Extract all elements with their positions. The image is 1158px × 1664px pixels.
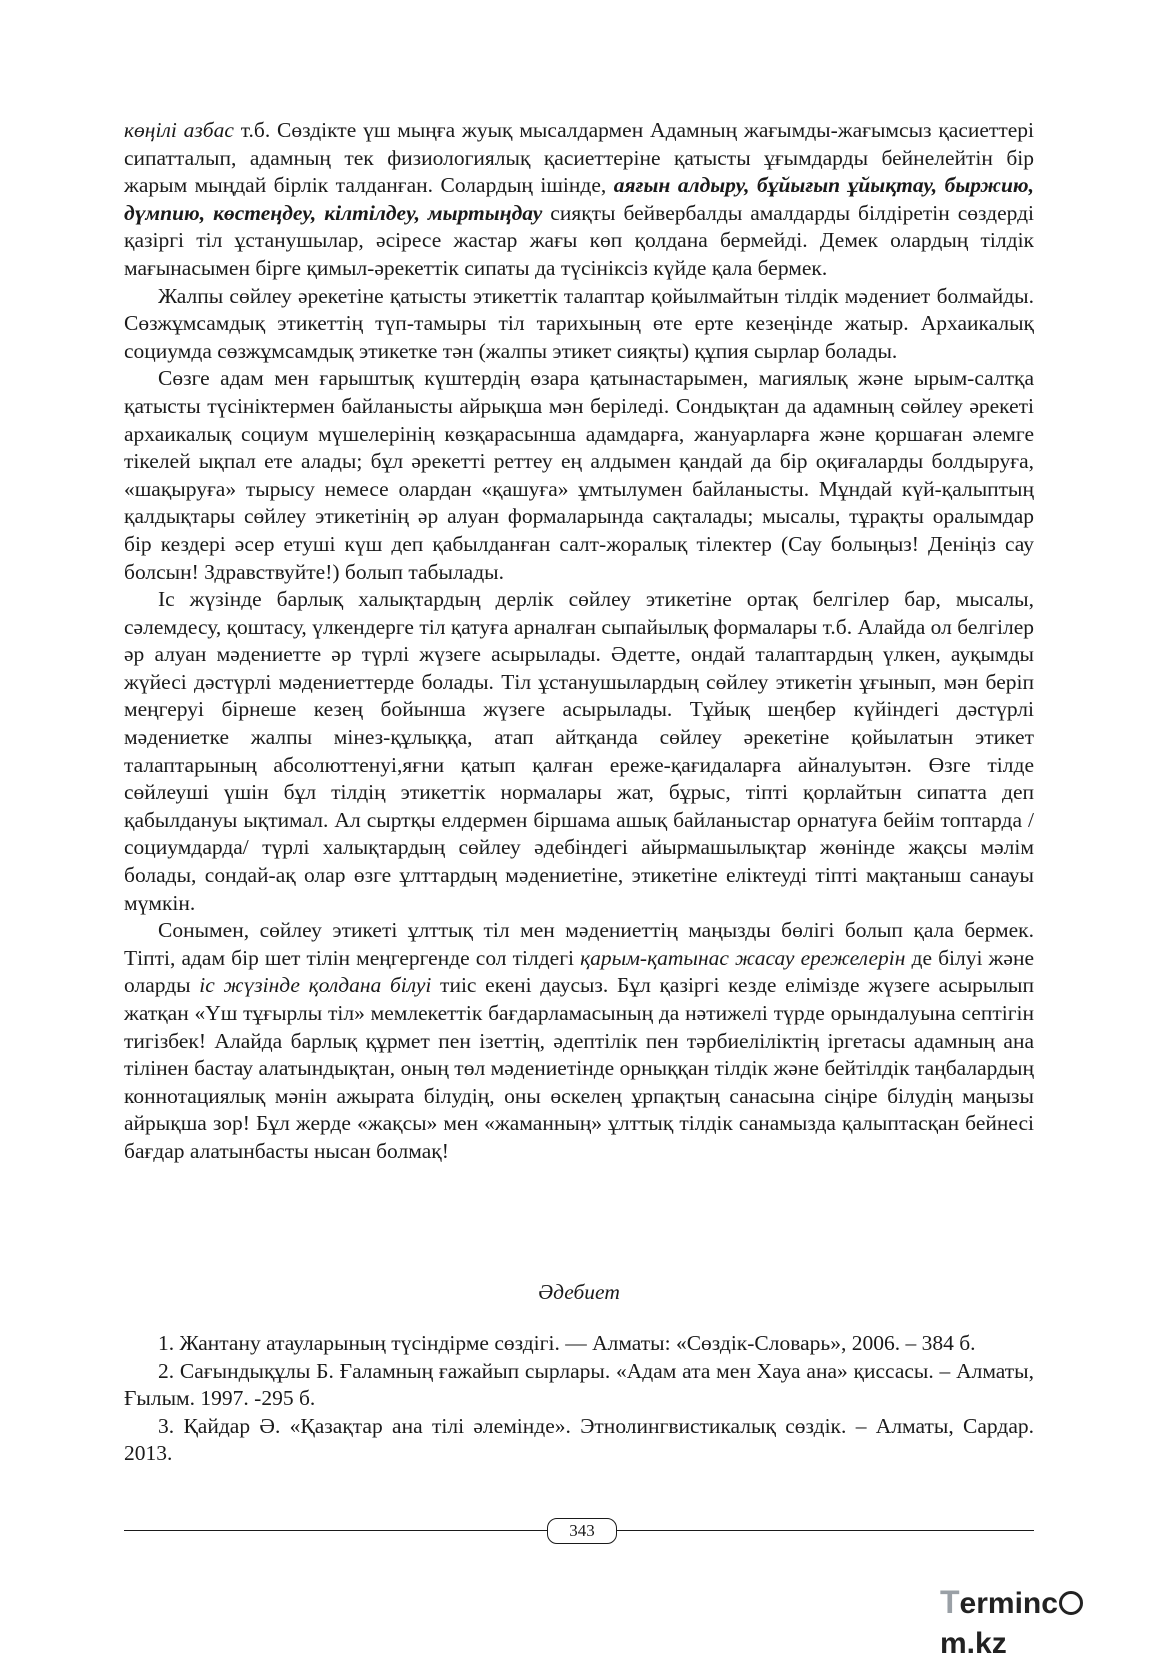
paragraph-5: Сонымен, сөйлеу этикеті ұлттық тіл мен мәдениеттің маңызды бөлігі болып қала бермек. Тіпті, адам бір шет тілін меңгергенде сол тілдегі қарым-қатынас жасау ережелерін де білуі және оларды іс жүзінде қолдана білуі тиіс екені даусыз. Бұл қазіргі кезде елімізде жүзеге асырылып жатқан «Үш тұғырлы тіл» мемлекеттік бағдарламасының да нәтижелі түрде орындалуына септігін тигізбек! Алайда барлық құрмет пен ізеттің, әдептілік пен тәрбиеліліктің іргетасы адамның ана тілінен бастау алатындықтан, оның төл мәдениетінде орныққан тілдік және бейтілдік таңбалардың коннотациялық мәнін ажырата білудің, оны өскелең ұрпақтың санасына сіңіре білудің маңызы айрықша зор! Бұл жерде «жақсы» мен «жаманның» ұлттық тілдік санамызда қалыптасқан бейнесі бағдар алатынбасты нысан болмақ!: [124, 918, 1035, 1163]
italic-phrase: көңілі азбас: [124, 118, 234, 142]
reference-item: 2. Сағындықұлы Б. Ғаламның ғажайып сырлары. «Адам ата мен Хауа ана» қиссасы. – Алматы, Ғылым. 1997. -295 б.: [124, 1358, 1034, 1411]
paragraph-2: Жалпы сөйлеу әрекетіне қатысты этикеттік талаптар қойылмайтын тілдік мәдениет болмайды. Сөзжұмсамдық этикеттің түп-тамыры тіл тарихының өте ерте кезеңінде жатыр. Архаикалық социумда сөзжұмсамдық этикетке тән (жалпы этикет сияқты) құпия сырлар болады.: [124, 283, 1034, 363]
paragraph-4: Іс жүзінде барлық халықтардың дерлік сөйлеу этикетіне ортақ белгілер бар, мысалы, сәлемдесу, қоштасу, үлкендерге тіл қатуға арналған сыпайылық формалары т.б. Алайда ол белгілер әр алуан мәдениетте әр түрлі жүзеге асырылады. Әдетте, ондай талаптардың үлкен, ауқымды жүйесі дәстүрлі мәдениеттерде болады. Тіл ұстанушылардың сөйлеу этикетін ұғынып, мән беріп меңгеруі бірнеше кезең бойынша жүзеге асырылады. Тұйық шеңбер күйіндегі дәстүрлі мәдениетке жалпы мінез-құлыққа, атап айтқанда сөйлеу әрекетіне қойылатын этикет талаптарының абсолюттенуі,яғни қатып қалған ереже-қағидаларға айналуытән. Өзге тілде сөйлеуші үшін бұл тілдің этикеттік нормалары жат, бұрыс, тіпті қорлайтын сипатта деп қабылдануы ықтимал. Ал сыртқы елдермен біршама ашық байланыстар орнатуға бейім топтарда /социумдарда/ түрлі халықтардың сөйлеу әдебіндегі айырмашылықтар жөнінде жақсы мәлім болады, сондай-ақ олар өзге ұлттардың мәдениетіне, этикетіне еліктеуді тіпті мақтаныш санауы мүмкін.: [124, 587, 1034, 915]
paragraph-1: көңілі азбас т.б. Сөздікте үш мыңға жуық мысалдармен Адамның жағымды-жағымсыз қасиеттері сипатталып, адамның тек физиологиялық қасиеттеріне қатысты ұғымдарды бейнелейтін бір жарым мыңдай бірлік талданған. Солардың ішінде, аяғын алдыру, бұйығып ұйықтау, быржию, дүмпию, көстеңдеу, кілтілдеу, мыртыңдау сияқты бейвербалды амалдарды білдіретін сөздерді қазіргі тіл ұстанушылар, әсіресе жастар жағы көп қолдана бермейді. Демек олардың тілдік мағынасымен бірге қимыл-әрекеттік сипаты да түсініксіз күйде қала бермек.: [124, 118, 1034, 280]
circle-icon: [1059, 1591, 1083, 1615]
references-heading: Әдебиет: [538, 1280, 620, 1304]
footer-rule-left: [124, 1530, 547, 1531]
reference-item: 1. Жантану атауларының түсіндірме сөздігі. — Алматы: «Сөздік-Словарь», 2006. – 384 б.: [158, 1331, 976, 1355]
body-text: [124, 117, 1034, 1166]
page-number: 343: [547, 1518, 617, 1544]
references-list: [124, 1330, 1034, 1468]
paragraph-3: Сөзге адам мен ғарыштық күштердің өзара қатынастарымен, магиялық және ырым-салтқа қатысты түсініктермен байланысты айрықша мән беріледі. Сондықтан да адамның сөйлеу әрекеті архаикалық социум мүшелерінің көзқарасынша адамдарға, жануарларға және қоршаған әлемге тікелей ықпал ете алады; бұл әрекетті реттеу ең алдымен қандай да бір оқиғаларды болдыруға, «шақыруға» тырысу немесе олардан «қашуға» ұмтылумен байланысты. Мұндай күй-қалыптың қалдықтары сөйлеу этикетінің әр алуан формаларында сақталады; мысалы, тұрақты оралымдар бір кездері әсер етуші күш деп қабылданған салт-жоралық тілектер (Сау болыңыз! Деніңіз сау болсын! Здравствуйте!) болып табылады.: [124, 366, 1034, 584]
reference-item: 3. Қайдар Ә. «Қазақтар ана тілі әлемінде». Этнолингвистикалық сөздік. – Алматы, Сардар. 2013.: [124, 1413, 1034, 1466]
watermark-logo: Termincm.kz: [940, 1582, 1145, 1622]
bold-italic-examples: аяғын алдыру, бұйығып ұйықтау, быржию, дүмпию, көстеңдеу, кілтілдеу, мыртыңдау: [124, 173, 1034, 225]
footer-rule-right: [617, 1530, 1034, 1531]
italic-phrase: қарым-қатынас жасау ережелерін: [580, 945, 906, 970]
italic-phrase: іс жүзінде қолдана білуі: [199, 973, 432, 998]
